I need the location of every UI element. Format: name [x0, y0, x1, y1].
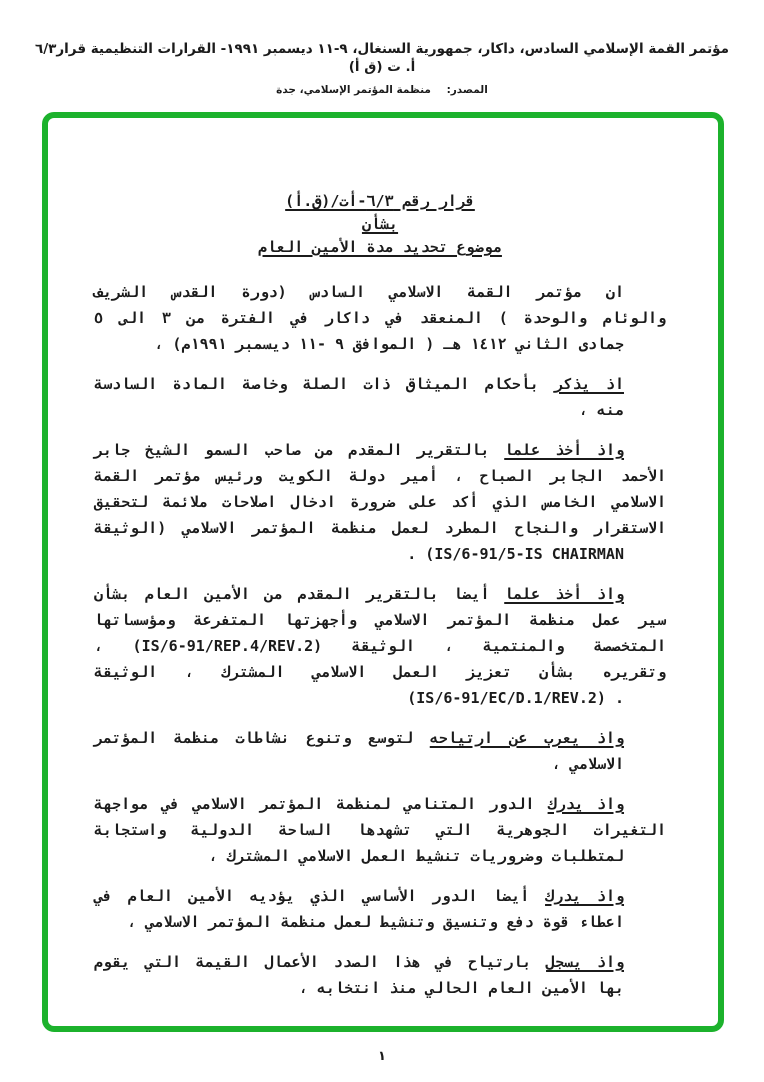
- paragraph-lead-underlined: واذ أخذ علما: [504, 441, 625, 459]
- text-line: منه ،: [578, 401, 624, 419]
- text-line: واذ أخذ علما أيضا بالتقرير المقدم من الأمين العام بشأن: [94, 585, 625, 603]
- text-line: واذ يدرك الدور المتنامي لمنظمة المؤتمر الاسلامي في مواجهة: [94, 795, 625, 813]
- text-line: واذ يعرب عن ارتياحه لتوسع وتنوع نشاطات منظمة المؤتمر: [94, 729, 624, 747]
- paragraph: [94, 725, 666, 777]
- text-line: واذ أخذ علما بالتقرير المقدم من صاحب السمو الشيخ جابر: [94, 441, 625, 459]
- paragraph: [94, 437, 666, 567]
- paragraph: [94, 883, 666, 935]
- header-title: مؤتمر القمة الإسلامي السادس، داكار، جمهورية السنغال، ٩-١١ ديسمبر ١٩٩١- القرارات التنظيمية قرار٦/٣ أ. ت (ق أ): [34, 41, 730, 75]
- text-line: سير عمل منظمة المؤتمر الاسلامي وأجهزتها المتفرعة ومؤسساتها: [94, 611, 666, 629]
- text-line: واذ يسجل بارتياح في هذا الصدد الأعمال القيمة التي يقوم: [94, 953, 624, 971]
- header-source: [0, 84, 764, 96]
- paragraph: [94, 371, 666, 423]
- green-border-frame: [42, 112, 724, 1032]
- paragraph-lead-underlined: واذ يدرك: [545, 887, 625, 905]
- text-line: IS/6-91/5-IS CHAIRMAN) .: [407, 545, 624, 563]
- text-line: . (IS/6-91/EC/D.1/REV.2): [407, 689, 624, 707]
- text-line: بها الأمين العام الحالي منذ انتخابه ،: [298, 979, 624, 997]
- title-line: بشأن: [361, 215, 399, 233]
- text-line: الاستقرار والنجاح المطرد لعمل منظمة المؤتمر الاسلامي (الوثيقة: [94, 519, 666, 537]
- paragraph-lead-underlined: اذ يذكر: [554, 375, 624, 393]
- paragraph-lead-underlined: واذ يعرب عن ارتياحه: [429, 729, 624, 747]
- text-line: المتخصصة والمنتمية ، الوثيقة (IS/6-91/REP.4/REV.2) ،: [94, 637, 666, 655]
- source-label: المصدر:: [446, 84, 488, 96]
- text-line: لمتطلبات وضروريات تنشيط العمل الاسلامي المشترك ،: [208, 847, 624, 865]
- text-line: والوئام والوحدة ) المنعقد في داكار في الفترة من ٣ الى ٥: [94, 309, 667, 327]
- page-number: ١: [378, 1049, 386, 1064]
- document-header: [0, 40, 764, 96]
- title-line: موضوع تحديد مدة الأمين العام: [258, 238, 502, 256]
- paragraph: [94, 581, 666, 711]
- text-line: اعطاء قوة دفع وتنسيق وتنشيط لعمل منظمة المؤتمر الاسلامي ،: [127, 913, 624, 931]
- text-line: الاسلامي الخامس الذي أكد على ضرورة ادخال اصلاحات ملائمة لتحقيق: [94, 493, 666, 511]
- paragraph: [94, 791, 666, 869]
- paragraph: [94, 279, 666, 357]
- text-line: واذ يدرك أيضا الدور الأساسي الذي يؤديه الأمين العام في: [94, 887, 625, 905]
- text-line: اذ يذكر بأحكام الميثاق ذات الصلة وخاصة المادة السادسة: [94, 375, 624, 393]
- resolution-title: [94, 190, 666, 259]
- text-line: وتقريره بشأن تعزيز العمل الاسلامي المشترك ، الوثيقة: [94, 663, 666, 681]
- source-value: منظمة المؤتمر الإسلامي، جدة: [276, 84, 431, 96]
- document-body: [94, 190, 666, 1015]
- paragraph: [94, 949, 666, 1001]
- text-line: ان مؤتمر القمة الاسلامي السادس (دورة القدس الشريف: [94, 283, 624, 301]
- resolution-paragraphs: [94, 279, 666, 1001]
- text-line: التغيرات الجوهرية التي تشهدها الساحة الدولية واستجابة: [94, 821, 666, 839]
- paragraph-lead-underlined: واذ يدرك: [547, 795, 625, 813]
- paragraph-lead-underlined: واذ أخذ علما: [504, 585, 625, 603]
- text-line: الأحمد الجابر الصباح ، أمير دولة الكويت ورئيس مؤتمر القمة: [94, 467, 666, 485]
- paragraph-lead-underlined: واذ يسجل: [546, 953, 624, 971]
- text-line: الاسلامي ،: [551, 755, 624, 773]
- text-line: جمادى الثاني ١٤١٢ هـ ( الموافق ٩ -١١ ديسمبر ١٩٩١م) ،: [154, 335, 624, 353]
- title-line: قرار رقم ٦/٣-أت/(ق.أ): [285, 192, 475, 210]
